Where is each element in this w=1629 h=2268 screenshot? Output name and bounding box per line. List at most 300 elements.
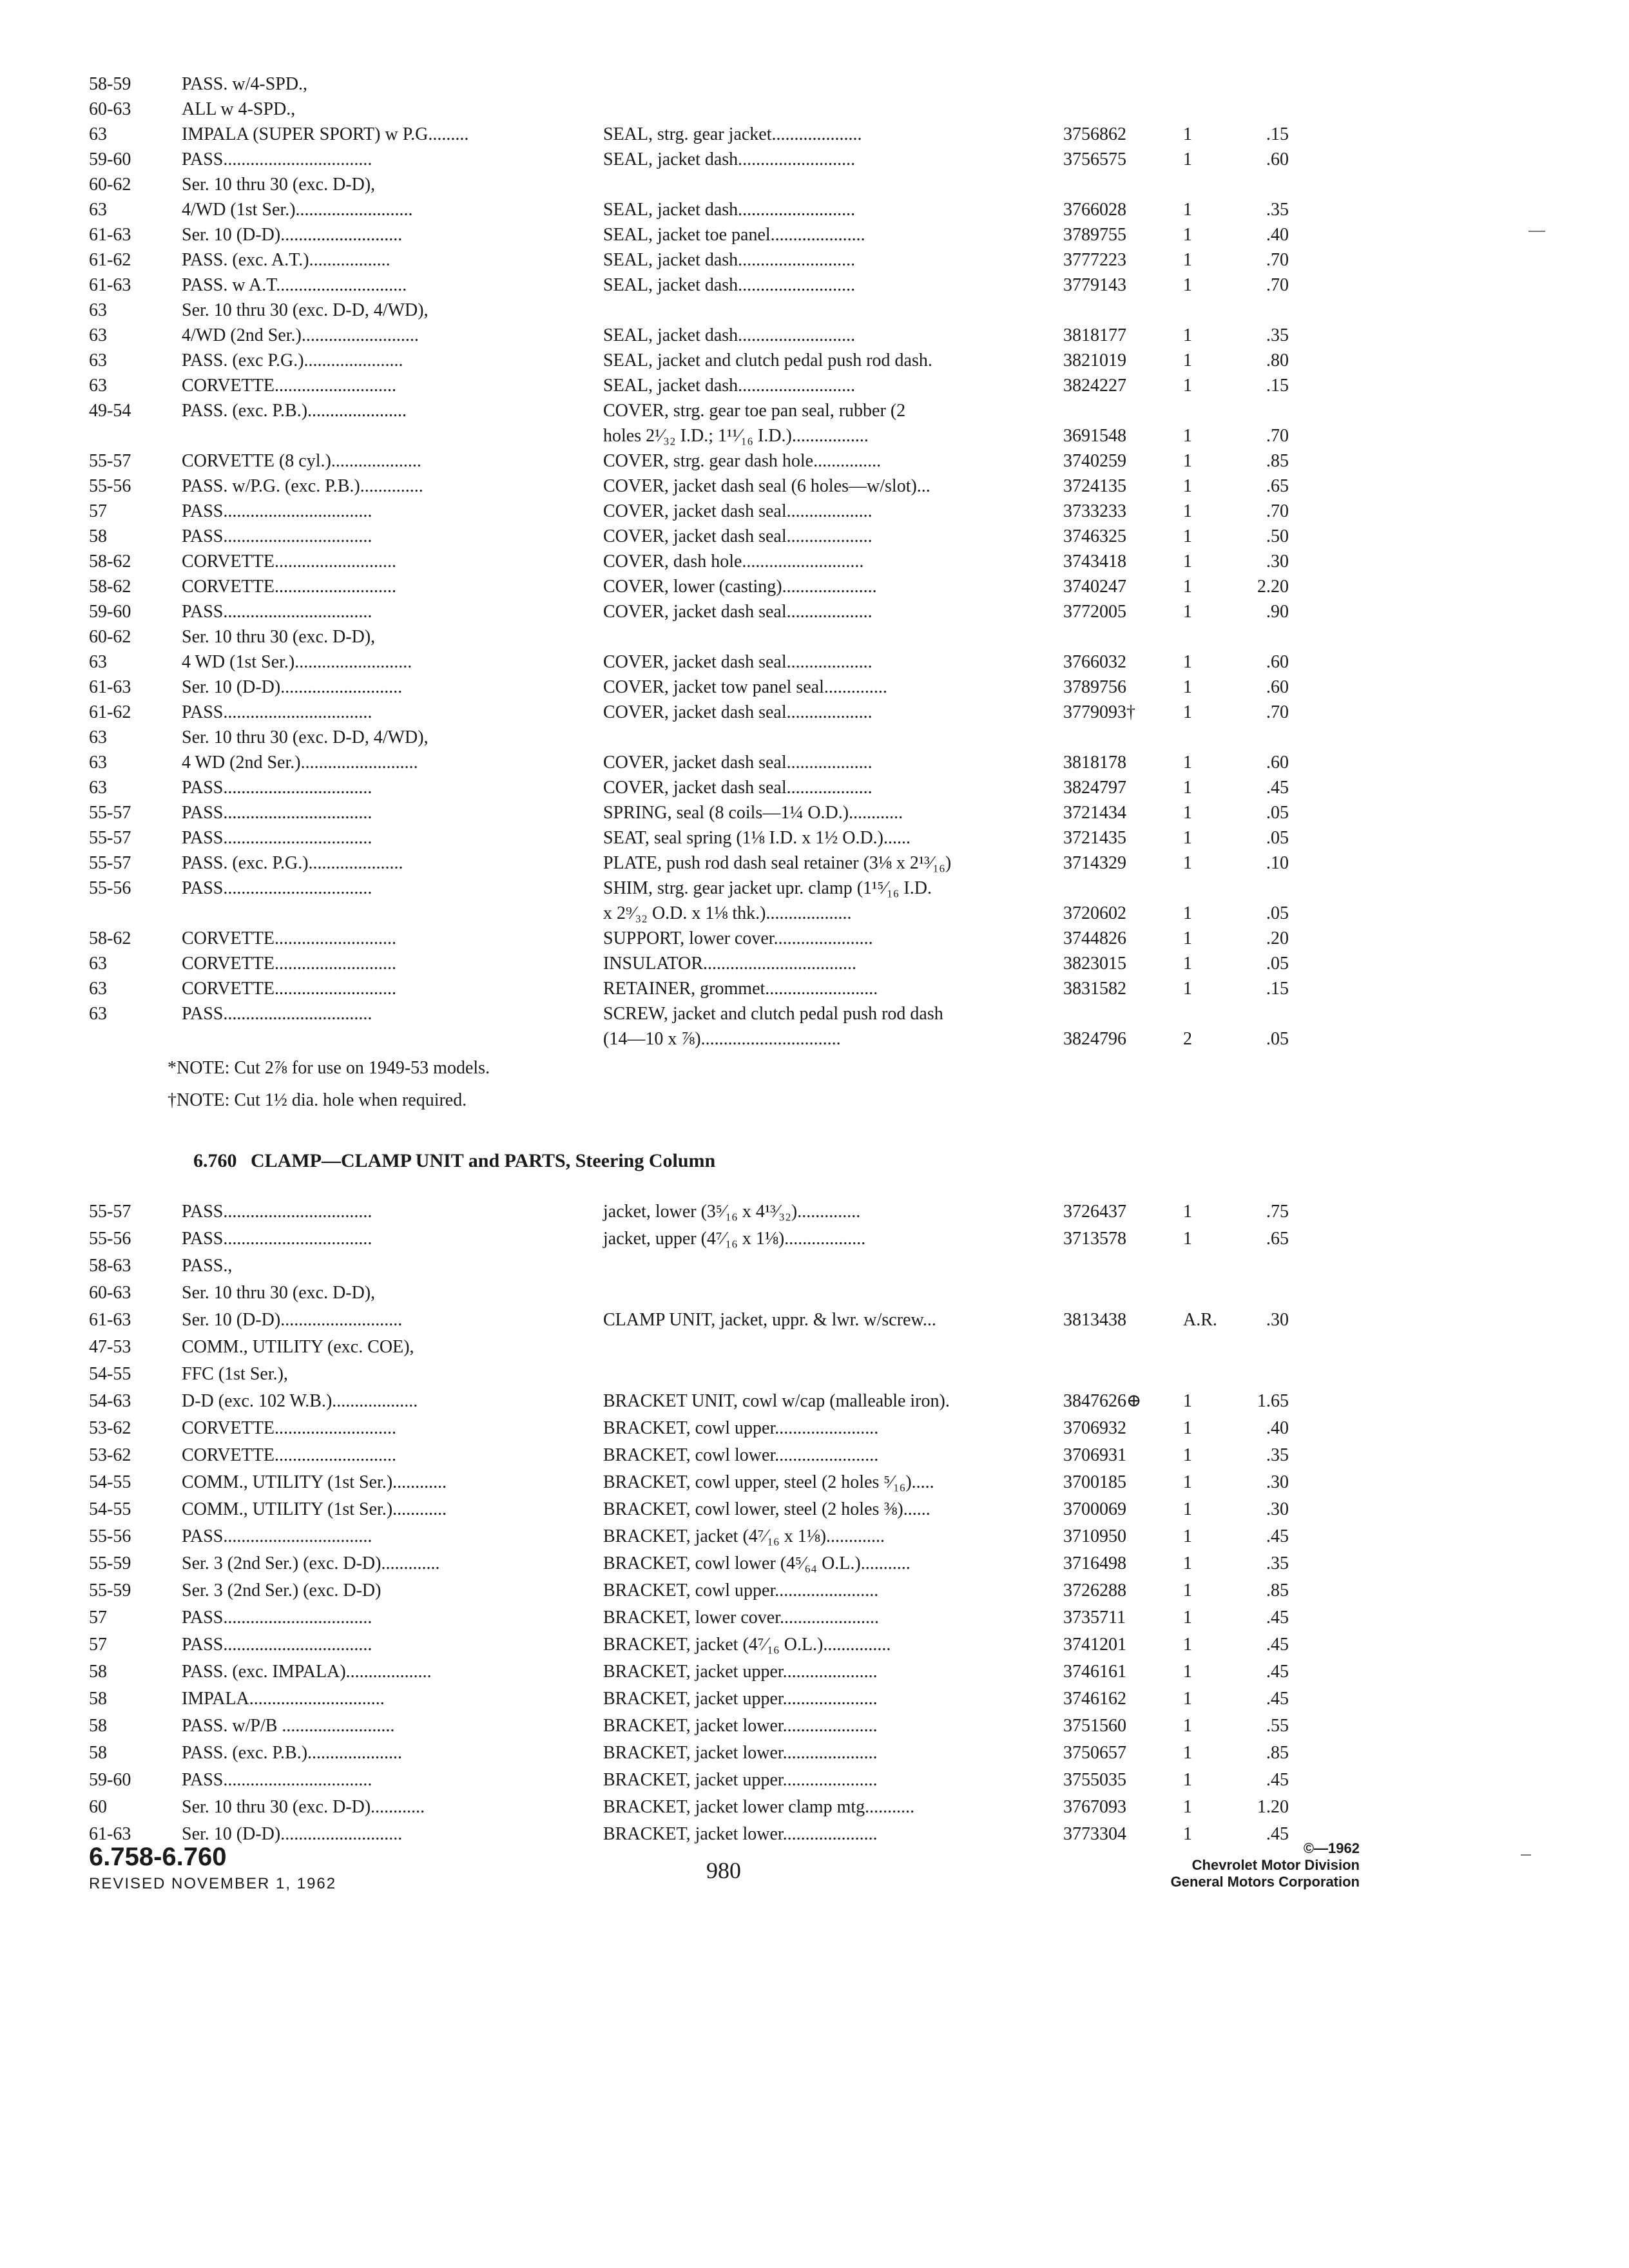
model-applicability: ALL w 4-SPD., [182, 99, 296, 119]
part-number: 3706932 [1063, 1418, 1126, 1438]
price: .45 [1266, 1689, 1289, 1709]
year-range: 55-56 [89, 1229, 131, 1249]
part-number: 3720602 [1063, 903, 1126, 923]
part-description: BRACKET, jacket upper..................... [603, 1662, 878, 1682]
year-range: 58 [89, 1689, 107, 1709]
price: .85 [1266, 451, 1289, 471]
year-range: 63 [89, 1004, 107, 1024]
footer-revised-date: REVISED NOVEMBER 1, 1962 [89, 1875, 337, 1892]
table-row [0, 1416, 1629, 1441]
table-row [0, 499, 1629, 524]
year-range: 58 [89, 1662, 107, 1682]
table-row [0, 399, 1629, 423]
model-applicability: PASS................................. [182, 878, 372, 898]
part-description: COVER, dash hole........................... [603, 552, 864, 572]
part-number: 3743418 [1063, 552, 1126, 572]
part-description: SEAL, jacket dash.......................... [603, 376, 856, 396]
year-range: 55-57 [89, 828, 131, 848]
part-description: SEAL, jacket dash.......................... [603, 250, 856, 270]
part-description: COVER, jacket dash seal................... [603, 501, 872, 521]
table-row [0, 826, 1629, 850]
part-description: jacket, upper (4⁷⁄₁₆ x 1⅛).................. [603, 1229, 866, 1249]
table-row [0, 1741, 1629, 1765]
quantity: 1 [1183, 1635, 1192, 1655]
table-row [0, 977, 1629, 1001]
table-row [0, 1254, 1629, 1278]
model-applicability: PASS................................. [182, 1526, 372, 1546]
part-number: 3777223 [1063, 250, 1126, 270]
quantity: 1 [1183, 928, 1192, 948]
year-range: 61-62 [89, 702, 131, 722]
part-number: 3714329 [1063, 853, 1126, 873]
model-applicability: CORVETTE........................... [182, 1418, 396, 1438]
price: 1.20 [1257, 1797, 1289, 1817]
model-applicability: Ser. 10 (D-D)........................... [182, 1310, 403, 1330]
year-range: 54-55 [89, 1364, 131, 1384]
table-row [0, 298, 1629, 323]
part-description: BRACKET, lower cover...................... [603, 1608, 879, 1628]
part-description: RETAINER, grommet......................... [603, 979, 878, 999]
year-range: 54-63 [89, 1391, 131, 1411]
table-row [0, 97, 1629, 122]
part-description: INSULATOR.................................. [603, 954, 857, 974]
quantity: 1 [1183, 1581, 1192, 1600]
quantity: 1 [1183, 979, 1192, 999]
margin-mark [1528, 231, 1545, 232]
table-row [0, 374, 1629, 398]
table-row [0, 1281, 1629, 1305]
price: .70 [1266, 426, 1289, 446]
price: .35 [1266, 325, 1289, 345]
footer-publisher [1171, 1840, 1360, 1890]
model-applicability: PASS................................. [182, 1608, 372, 1628]
quantity: 1 [1183, 1472, 1192, 1492]
model-applicability: PASS................................. [182, 1202, 372, 1222]
part-number: 3755035 [1063, 1770, 1126, 1790]
price: .40 [1266, 225, 1289, 245]
quantity: 1 [1183, 124, 1192, 144]
model-applicability: CORVETTE........................... [182, 954, 396, 974]
quantity: 1 [1183, 200, 1192, 220]
price: .45 [1266, 1526, 1289, 1546]
quantity: 1 [1183, 1229, 1192, 1249]
price: .60 [1266, 149, 1289, 169]
part-number: 3779093† [1063, 702, 1135, 722]
year-range: 57 [89, 501, 107, 521]
model-applicability: CORVETTE........................... [182, 376, 396, 396]
quantity: 1 [1183, 1445, 1192, 1465]
part-number: 3726288 [1063, 1581, 1126, 1600]
part-number: 3847626⊕ [1063, 1391, 1142, 1411]
part-description: COVER, jacket dash seal (6 holes—w/slot)... [603, 476, 930, 496]
year-range: 55-57 [89, 1202, 131, 1222]
table-row [0, 1308, 1629, 1332]
year-range: 63 [89, 376, 107, 396]
table-row [0, 223, 1629, 247]
quantity: 1 [1183, 577, 1192, 597]
quantity: A.R. [1183, 1310, 1217, 1330]
table-row [0, 1768, 1629, 1792]
quantity: 1 [1183, 552, 1192, 572]
margin-mark [1521, 1854, 1531, 1856]
table-row [0, 675, 1629, 700]
part-number: 3818178 [1063, 753, 1126, 773]
model-applicability: Ser. 10 (D-D)........................... [182, 225, 403, 245]
part-description: COVER, jacket dash seal................... [603, 526, 872, 546]
price: .85 [1266, 1743, 1289, 1763]
part-description: x 2⁹⁄₃₂ O.D. x 1⅛ thk.)................... [603, 903, 852, 923]
year-range: 63 [89, 753, 107, 773]
model-applicability: CORVETTE........................... [182, 577, 396, 597]
price: .90 [1266, 602, 1289, 622]
model-applicability: PASS. (exc. A.T.).................. [182, 250, 390, 270]
part-number: 3740259 [1063, 451, 1126, 471]
table-row [0, 524, 1629, 549]
quantity: 1 [1183, 149, 1192, 169]
quantity: 1 [1183, 526, 1192, 546]
price: .70 [1266, 501, 1289, 521]
year-range: 55-57 [89, 853, 131, 873]
price: .65 [1266, 476, 1289, 496]
model-applicability: IMPALA (SUPER SPORT) w P.G......... [182, 124, 469, 144]
model-applicability: PASS................................. [182, 778, 372, 798]
part-description: COVER, lower (casting)..................... [603, 577, 877, 597]
year-range: 61-63 [89, 225, 131, 245]
model-applicability: PASS................................. [182, 1770, 372, 1790]
price: .50 [1266, 526, 1289, 546]
year-range: 55-56 [89, 476, 131, 496]
quantity: 1 [1183, 1499, 1192, 1519]
quantity: 1 [1183, 1608, 1192, 1628]
model-applicability: PASS................................. [182, 602, 372, 622]
price: .30 [1266, 552, 1289, 572]
table-row [0, 876, 1629, 901]
part-description: COVER, strg. gear toe pan seal, rubber (2 [603, 401, 906, 421]
year-range: 58 [89, 1743, 107, 1763]
table-row [0, 1227, 1629, 1251]
quantity: 1 [1183, 325, 1192, 345]
price: .35 [1266, 1445, 1289, 1465]
model-applicability: PASS................................. [182, 526, 372, 546]
table-row [0, 349, 1629, 373]
quantity: 1 [1183, 1797, 1192, 1817]
part-description: BRACKET, jacket upper..................... [603, 1689, 878, 1709]
price: .05 [1266, 903, 1289, 923]
part-description: SEAT, seal spring (1⅛ I.D. x 1½ O.D.)...... [603, 828, 911, 848]
section-number: 6.760 [193, 1150, 237, 1171]
price: .70 [1266, 702, 1289, 722]
year-range: 57 [89, 1608, 107, 1628]
price: .20 [1266, 928, 1289, 948]
part-description: BRACKET, jacket lower..................... [603, 1824, 878, 1844]
part-description: COVER, jacket tow panel seal.............. [603, 677, 887, 697]
table-row [0, 1633, 1629, 1657]
model-applicability: FFC (1st Ser.), [182, 1364, 288, 1384]
price: .30 [1266, 1472, 1289, 1492]
footer-corporation: General Motors Corporation [1170, 1874, 1360, 1890]
price: .85 [1266, 1581, 1289, 1600]
part-number: 3740247 [1063, 577, 1126, 597]
part-description: SEAL, jacket dash.......................... [603, 325, 856, 345]
price: .35 [1266, 200, 1289, 220]
model-applicability: PASS. (exc. P.B.)...................... [182, 401, 407, 421]
year-range: 61-62 [89, 250, 131, 270]
year-range: 58-62 [89, 577, 131, 597]
model-applicability: PASS................................. [182, 1635, 372, 1655]
part-number: 3741201 [1063, 1635, 1126, 1655]
note-cut-length: *NOTE: Cut 2⅞ for use on 1949-53 models. [168, 1058, 490, 1078]
year-range: 55-57 [89, 451, 131, 471]
part-number: 3735711 [1063, 1608, 1126, 1628]
quantity: 1 [1183, 1770, 1192, 1790]
model-applicability: CORVETTE........................... [182, 552, 396, 572]
quantity: 1 [1183, 1662, 1192, 1682]
part-description: SCREW, jacket and clutch pedal push rod dash [603, 1004, 943, 1024]
part-description: BRACKET, jacket lower..................... [603, 1716, 878, 1736]
model-applicability: 4 WD (2nd Ser.).......................... [182, 753, 418, 773]
part-number: 3824227 [1063, 376, 1126, 396]
quantity: 1 [1183, 275, 1192, 295]
part-number: 3726437 [1063, 1202, 1126, 1222]
table-row [0, 726, 1629, 750]
model-applicability: CORVETTE (8 cyl.).................... [182, 451, 421, 471]
price: .05 [1266, 1029, 1289, 1049]
price: .35 [1266, 1553, 1289, 1573]
quantity: 1 [1183, 803, 1192, 823]
table-row [0, 801, 1629, 825]
model-applicability: PASS................................. [182, 1004, 372, 1024]
part-description: BRACKET, cowl lower....................... [603, 1445, 879, 1465]
model-applicability: Ser. 10 (D-D)........................... [182, 1824, 403, 1844]
quantity: 1 [1183, 778, 1192, 798]
part-number: 3813438 [1063, 1310, 1126, 1330]
table-row [0, 851, 1629, 876]
part-description: BRACKET, cowl upper....................... [603, 1581, 879, 1600]
part-description: holes 2¹⁄₃₂ I.D.; 1¹¹⁄₁₆ I.D.)................. [603, 426, 869, 446]
part-number: 3721434 [1063, 803, 1126, 823]
price: .45 [1266, 778, 1289, 798]
part-description: COVER, strg. gear dash hole............... [603, 451, 882, 471]
year-range: 58-63 [89, 1256, 131, 1276]
part-number: 3706931 [1063, 1445, 1126, 1465]
table-row [0, 1579, 1629, 1603]
part-description: COVER, jacket dash seal................... [603, 602, 872, 622]
part-number: 3700069 [1063, 1499, 1126, 1519]
quantity: 1 [1183, 828, 1192, 848]
model-applicability: 4/WD (1st Ser.).......................... [182, 200, 413, 220]
quantity: 1 [1183, 451, 1192, 471]
year-range: 55-59 [89, 1581, 131, 1600]
quantity: 1 [1183, 652, 1192, 672]
table-row [0, 1389, 1629, 1414]
part-description: COVER, jacket dash seal................... [603, 753, 872, 773]
part-description: BRACKET, jacket upper..................... [603, 1770, 878, 1790]
price: 1.65 [1257, 1391, 1289, 1411]
model-applicability: CORVETTE........................... [182, 928, 396, 948]
table-row [0, 1552, 1629, 1576]
year-range: 61-63 [89, 1824, 131, 1844]
model-applicability: Ser. 10 thru 30 (exc. D-D)............ [182, 1797, 425, 1817]
price: .30 [1266, 1499, 1289, 1519]
model-applicability: PASS. w/P.G. (exc. P.B.).............. [182, 476, 423, 496]
model-applicability: PASS. (exc P.G.)...................... [182, 351, 403, 370]
year-range: 59-60 [89, 149, 131, 169]
part-number: 3773304 [1063, 1824, 1126, 1844]
note-cut-hole: †NOTE: Cut 1½ dia. hole when required. [168, 1090, 467, 1110]
part-number: 3733233 [1063, 501, 1126, 521]
part-description: SUPPORT, lower cover...................... [603, 928, 873, 948]
year-range: 63 [89, 351, 107, 370]
price: .15 [1266, 376, 1289, 396]
quantity: 1 [1183, 1689, 1192, 1709]
table-row [0, 1002, 1629, 1026]
table-row [0, 474, 1629, 499]
year-range: 58-59 [89, 74, 131, 94]
part-description: BRACKET, cowl lower, steel (2 holes ⅜)...... [603, 1499, 930, 1519]
quantity: 1 [1183, 376, 1192, 396]
part-description: BRACKET, cowl upper....................... [603, 1418, 879, 1438]
model-applicability: PASS., [182, 1256, 233, 1276]
year-range: 57 [89, 1635, 107, 1655]
page-number: 980 [706, 1858, 741, 1883]
year-range: 54-55 [89, 1472, 131, 1492]
footer-division: Chevrolet Motor Division [1191, 1857, 1360, 1873]
part-description: BRACKET, cowl lower (4⁵⁄₆₄ O.L.)........... [603, 1553, 911, 1573]
model-applicability: Ser. 10 thru 30 (exc. D-D), [182, 175, 376, 195]
part-number: 3767093 [1063, 1797, 1126, 1817]
part-description: (14—10 x ⅞)............................... [603, 1029, 841, 1049]
table-row [0, 1470, 1629, 1495]
quantity: 1 [1183, 426, 1192, 446]
part-number: 3823015 [1063, 954, 1126, 974]
table-row [0, 1687, 1629, 1711]
year-range: 58 [89, 526, 107, 546]
year-range: 47-53 [89, 1337, 131, 1357]
year-range: 58-62 [89, 928, 131, 948]
model-applicability: PASS. (exc. P.B.)..................... [182, 1743, 403, 1763]
year-range: 53-62 [89, 1418, 131, 1438]
table-row [0, 1606, 1629, 1630]
price: .80 [1266, 351, 1289, 370]
quantity: 1 [1183, 853, 1192, 873]
quantity: 1 [1183, 501, 1192, 521]
quantity: 1 [1183, 250, 1192, 270]
model-applicability: Ser. 3 (2nd Ser.) (exc. D-D) [182, 1581, 381, 1600]
price: .10 [1266, 853, 1289, 873]
part-description: SEAL, jacket dash.......................... [603, 275, 856, 295]
table-row [0, 72, 1629, 97]
price: .45 [1266, 1662, 1289, 1682]
part-description: SEAL, jacket dash.......................... [603, 200, 856, 220]
model-applicability: PASS. w A.T............................. [182, 275, 407, 295]
model-applicability: PASS................................. [182, 1229, 372, 1249]
table-row [0, 323, 1629, 348]
year-range: 58 [89, 1716, 107, 1736]
part-number: 3772005 [1063, 602, 1126, 622]
quantity: 1 [1183, 954, 1192, 974]
year-range: 61-63 [89, 1310, 131, 1330]
model-applicability: PASS................................. [182, 501, 372, 521]
year-range: 55-56 [89, 878, 131, 898]
model-applicability: IMPALA.............................. [182, 1689, 385, 1709]
part-number: 3721435 [1063, 828, 1126, 848]
part-number: 3789756 [1063, 677, 1126, 697]
part-number: 3824796 [1063, 1029, 1126, 1049]
part-number: 3756862 [1063, 124, 1126, 144]
table-row [0, 1443, 1629, 1468]
year-range: 60-63 [89, 99, 131, 119]
quantity: 1 [1183, 702, 1192, 722]
part-description: SEAL, jacket dash.......................... [603, 149, 856, 169]
part-number: 3831582 [1063, 979, 1126, 999]
table-row [0, 173, 1629, 197]
table-row [0, 1660, 1629, 1684]
table-row [0, 1362, 1629, 1387]
part-description: COVER, jacket dash seal................... [603, 652, 872, 672]
quantity: 1 [1183, 602, 1192, 622]
table-row [0, 273, 1629, 298]
model-applicability: PASS. w/P/B ......................... [182, 1716, 395, 1736]
part-number: 3750657 [1063, 1743, 1126, 1763]
year-range: 59-60 [89, 1770, 131, 1790]
price: .55 [1266, 1716, 1289, 1736]
table-row [0, 1822, 1629, 1847]
quantity: 1 [1183, 677, 1192, 697]
table-row [0, 1497, 1629, 1522]
model-applicability: Ser. 10 thru 30 (exc. D-D), [182, 1283, 376, 1303]
model-applicability: Ser. 10 (D-D)........................... [182, 677, 403, 697]
model-applicability: PASS................................. [182, 702, 372, 722]
table-row [0, 449, 1629, 474]
part-description: PLATE, push rod dash seal retainer (3⅛ x 2¹³⁄₁₆) [603, 853, 952, 873]
table-row [0, 198, 1629, 222]
part-description: SPRING, seal (8 coils—1¼ O.D.)............ [603, 803, 903, 823]
year-range: 55-57 [89, 803, 131, 823]
part-number: 3818177 [1063, 325, 1126, 345]
table-row [0, 600, 1629, 624]
part-description: BRACKET UNIT, cowl w/cap (malleable iron). [603, 1391, 950, 1411]
model-applicability: Ser. 10 thru 30 (exc. D-D, 4/WD), [182, 727, 429, 747]
year-range: 60-63 [89, 1283, 131, 1303]
price: .05 [1266, 954, 1289, 974]
price: .45 [1266, 1824, 1289, 1844]
part-number: 3744826 [1063, 928, 1126, 948]
year-range: 55-56 [89, 1526, 131, 1546]
year-range: 49-54 [89, 401, 131, 421]
part-description: SEAL, jacket toe panel..................... [603, 225, 865, 245]
price: .60 [1266, 652, 1289, 672]
part-description: SEAL, jacket and clutch pedal push rod dash. [603, 351, 932, 370]
price: .45 [1266, 1635, 1289, 1655]
quantity: 1 [1183, 1824, 1192, 1844]
quantity: 1 [1183, 225, 1192, 245]
price: .70 [1266, 250, 1289, 270]
part-number: 3746161 [1063, 1662, 1126, 1682]
part-number: 3746325 [1063, 526, 1126, 546]
table-row [0, 1027, 1629, 1052]
year-range: 55-59 [89, 1553, 131, 1573]
footer-copyright: ©—1962 [1303, 1840, 1360, 1856]
table-row [0, 550, 1629, 574]
model-applicability: PASS................................. [182, 803, 372, 823]
part-number: 3700185 [1063, 1472, 1126, 1492]
model-applicability: CORVETTE........................... [182, 1445, 396, 1465]
part-description: BRACKET, jacket lower..................... [603, 1743, 878, 1763]
year-range: 60 [89, 1797, 107, 1817]
quantity: 1 [1183, 1743, 1192, 1763]
part-number: 3751560 [1063, 1716, 1126, 1736]
price: .45 [1266, 1608, 1289, 1628]
